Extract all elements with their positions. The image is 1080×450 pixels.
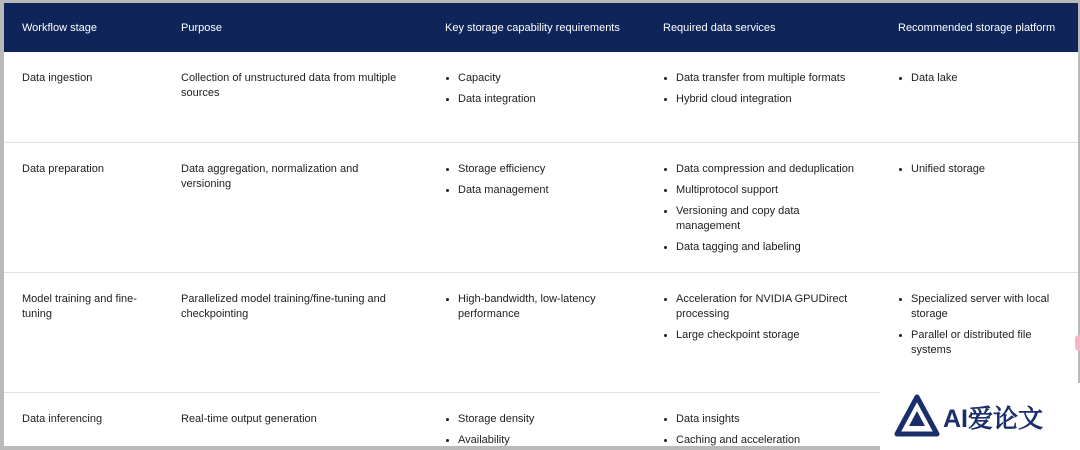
services-list — [663, 162, 860, 255]
list-item: Data transfer from multiple formats — [676, 71, 860, 86]
capabilities-list — [445, 292, 625, 322]
capabilities-list — [445, 412, 625, 447]
header-recommended-platform: Recommended storage platform — [898, 21, 1056, 34]
cell-services — [645, 272, 880, 392]
cell-stage: Data ingestion — [22, 72, 93, 84]
table-row — [4, 142, 1078, 272]
list-item: Large checkpoint storage — [676, 328, 860, 343]
header-required-data-services: Required data services — [663, 21, 776, 34]
cell-stage: Model training and fine-tuning — [22, 292, 137, 320]
ai-logo-icon — [894, 394, 940, 440]
storage-workflow-table — [4, 3, 1078, 446]
header-purpose: Purpose — [181, 21, 222, 34]
cell-platforms — [880, 142, 1078, 272]
cell-services — [645, 142, 880, 272]
list-item: Multiprotocol support — [676, 183, 860, 198]
table-header-row — [4, 3, 1078, 52]
list-item: Unified storage — [911, 162, 1058, 177]
cell-capabilities — [427, 272, 645, 392]
capabilities-list — [445, 71, 625, 107]
list-item: Acceleration for NVIDIA GPUDirect processing — [676, 292, 860, 322]
services-list — [663, 412, 860, 447]
watermark-logo — [880, 383, 1080, 450]
header-key-storage-capability: Key storage capability requirements — [445, 21, 620, 34]
cell-stage: Data preparation — [22, 162, 104, 175]
list-item: Data insights — [676, 412, 860, 427]
list-item: Data management — [458, 183, 625, 198]
list-item: Caching and acceleration — [676, 433, 860, 447]
cell-platforms — [880, 52, 1078, 142]
table-row — [4, 52, 1078, 142]
list-item: Capacity — [458, 71, 625, 86]
header-workflow-stage: Workflow stage — [22, 21, 97, 34]
watermark-text: AI爱论文 — [943, 404, 1044, 433]
services-list — [663, 71, 860, 107]
services-list — [663, 292, 860, 343]
cell-capabilities — [427, 142, 645, 272]
list-item: Hybrid cloud integration — [676, 92, 860, 107]
cell-purpose: Collection of unstructured data from multiple sources — [181, 72, 397, 99]
cell-purpose: Parallelized model training/fine-tuning and checkpointing — [181, 292, 386, 320]
list-item: Data integration — [458, 92, 625, 107]
cell-services — [645, 52, 880, 142]
capabilities-list — [445, 162, 625, 198]
list-item: Data compression and deduplication — [676, 162, 860, 177]
list-item: Data tagging and labeling — [676, 240, 860, 255]
cell-stage: Data inferencing — [22, 412, 103, 425]
list-item: Parallel or distributed file systems — [911, 328, 1058, 358]
platforms-list — [898, 162, 1058, 177]
scroll-indicator[interactable] — [1075, 335, 1080, 351]
platforms-list — [898, 292, 1058, 358]
cell-purpose: Real-time output generation — [181, 412, 317, 425]
list-item: Storage density — [458, 412, 625, 427]
list-item: Specialized server with local storage — [911, 292, 1058, 322]
list-item: Data lake — [911, 71, 1058, 86]
list-item: Versioning and copy data management — [676, 204, 860, 234]
list-item: Availability — [458, 433, 625, 447]
cell-capabilities — [427, 392, 645, 446]
cell-capabilities — [427, 52, 645, 142]
table-frame — [4, 3, 1078, 446]
cell-services — [645, 392, 880, 446]
cell-platforms — [880, 272, 1078, 392]
table-row — [4, 272, 1078, 392]
list-item: High-bandwidth, low-latency performance — [458, 292, 625, 322]
list-item: Storage efficiency — [458, 162, 625, 177]
platforms-list — [898, 71, 1058, 86]
cell-purpose: Data aggregation, normalization and versioning — [181, 162, 359, 190]
